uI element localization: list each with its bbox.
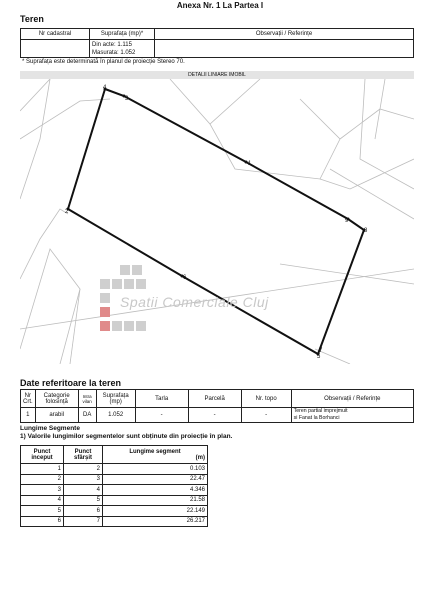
row-nr-topo: - (241, 408, 291, 423)
col-lungime-label: Lungime segment (129, 448, 181, 455)
row-intravilan: DA (78, 408, 96, 423)
col-suprafata: Suprafața (mp)* (90, 29, 155, 40)
row-suprafata: 1.052 (96, 408, 135, 423)
point-label-3: 3 (125, 96, 129, 102)
point-label-4: 4 (103, 85, 107, 91)
row-observatii (291, 408, 413, 423)
col-observatii-ref: Observații / Referințe (291, 390, 413, 408)
nr-cadastral-cell (21, 40, 90, 58)
segment-length: 21.58 (103, 495, 208, 506)
col-observatii: Observații / Referințe (155, 29, 414, 40)
suprafata-masurata: Masurata: 1.052 (92, 49, 136, 56)
segmente-title: Lungime Segmente (20, 425, 80, 432)
segmente-subtitle: 1) Valorile lungimilor segmentelor sunt obținute din proiecție în plan. (20, 433, 233, 440)
col-tarla: Tarla (135, 390, 188, 408)
segment-start: 5 (21, 506, 64, 517)
segment-start: 6 (21, 516, 64, 527)
segment-length: 0.103 (103, 464, 208, 475)
suprafata-acte: Din acte: 1.115 (92, 41, 132, 48)
segment-end: 4 (64, 485, 103, 496)
row-categorie: arabil (35, 408, 78, 423)
table-row (21, 516, 208, 527)
col-punct-inceput: Punct inceput (21, 446, 64, 464)
teren-table (20, 28, 414, 58)
col-intravilan: Intra vilan (78, 390, 96, 408)
col-suprafata-mp: Suprafața (mp) (96, 390, 135, 408)
point-label-2: 2 (65, 209, 69, 215)
segment-end: 6 (64, 506, 103, 517)
point-label-1: 1 (248, 161, 252, 167)
detalii-band: DETALII LINIARE IMOBIL (20, 71, 414, 79)
neighbour-lines (20, 79, 414, 364)
col-punct-sfarsit: Punct sfârșit (64, 446, 103, 464)
site-plan (20, 79, 414, 364)
surface-footnote: * Suprafața este determinată în planul de proiecție Stereo 70. (22, 59, 185, 65)
table-row (21, 485, 208, 496)
segment-length: 22.149 (103, 506, 208, 517)
row-nr: 1 (21, 408, 36, 423)
col-lungime (103, 446, 208, 464)
row-observatii-line2: si Fanat la Borhanci (293, 415, 340, 421)
segment-length: 26.217 (103, 516, 208, 527)
table-row (21, 464, 208, 475)
col-lungime-unit: (m) (195, 454, 205, 461)
segment-length: 22.47 (103, 474, 208, 485)
row-parcela: - (188, 408, 241, 423)
col-categorie: Categorie folosință (35, 390, 78, 408)
col-nr-cadastral: Nr cadastral (21, 29, 90, 40)
col-nr-topo: Nr. topo (241, 390, 291, 408)
segment-end: 7 (64, 516, 103, 527)
segment-start: 2 (21, 474, 64, 485)
point-label-9: 9 (345, 218, 349, 224)
annex-title: Anexa Nr. 1 La Partea I (176, 1, 264, 10)
table-row (21, 506, 208, 517)
referitoare-table (20, 389, 414, 423)
point-label-7: 7 (319, 348, 323, 354)
col-nr-crt: Nr Crt. (21, 390, 36, 408)
segment-end: 3 (64, 474, 103, 485)
suprafata-cell (90, 40, 155, 58)
observatii-cell (155, 40, 414, 58)
watermark-text: Spatii Comerciale Cluj (120, 294, 269, 310)
point-label-8: 8 (364, 228, 368, 234)
plan-drawing (20, 79, 414, 364)
segment-length: 4.346 (103, 485, 208, 496)
row-observatii-line1: Teren partial imprejmuit (293, 408, 348, 414)
point-label-6: 6 (183, 275, 187, 281)
segment-start: 1 (21, 464, 64, 475)
segment-start: 4 (21, 495, 64, 506)
col-parcela: Parcelă (188, 390, 241, 408)
segment-end: 2 (64, 464, 103, 475)
teren-section-title: Teren (20, 14, 44, 24)
table-row (21, 495, 208, 506)
segmente-table (20, 445, 208, 527)
point-label-5: 5 (317, 354, 321, 360)
segment-end: 5 (64, 495, 103, 506)
table-row (21, 474, 208, 485)
row-tarla: - (135, 408, 188, 423)
table-row (21, 408, 414, 423)
segment-start: 3 (21, 485, 64, 496)
referitoare-section-title: Date referitoare la teren (20, 378, 122, 388)
